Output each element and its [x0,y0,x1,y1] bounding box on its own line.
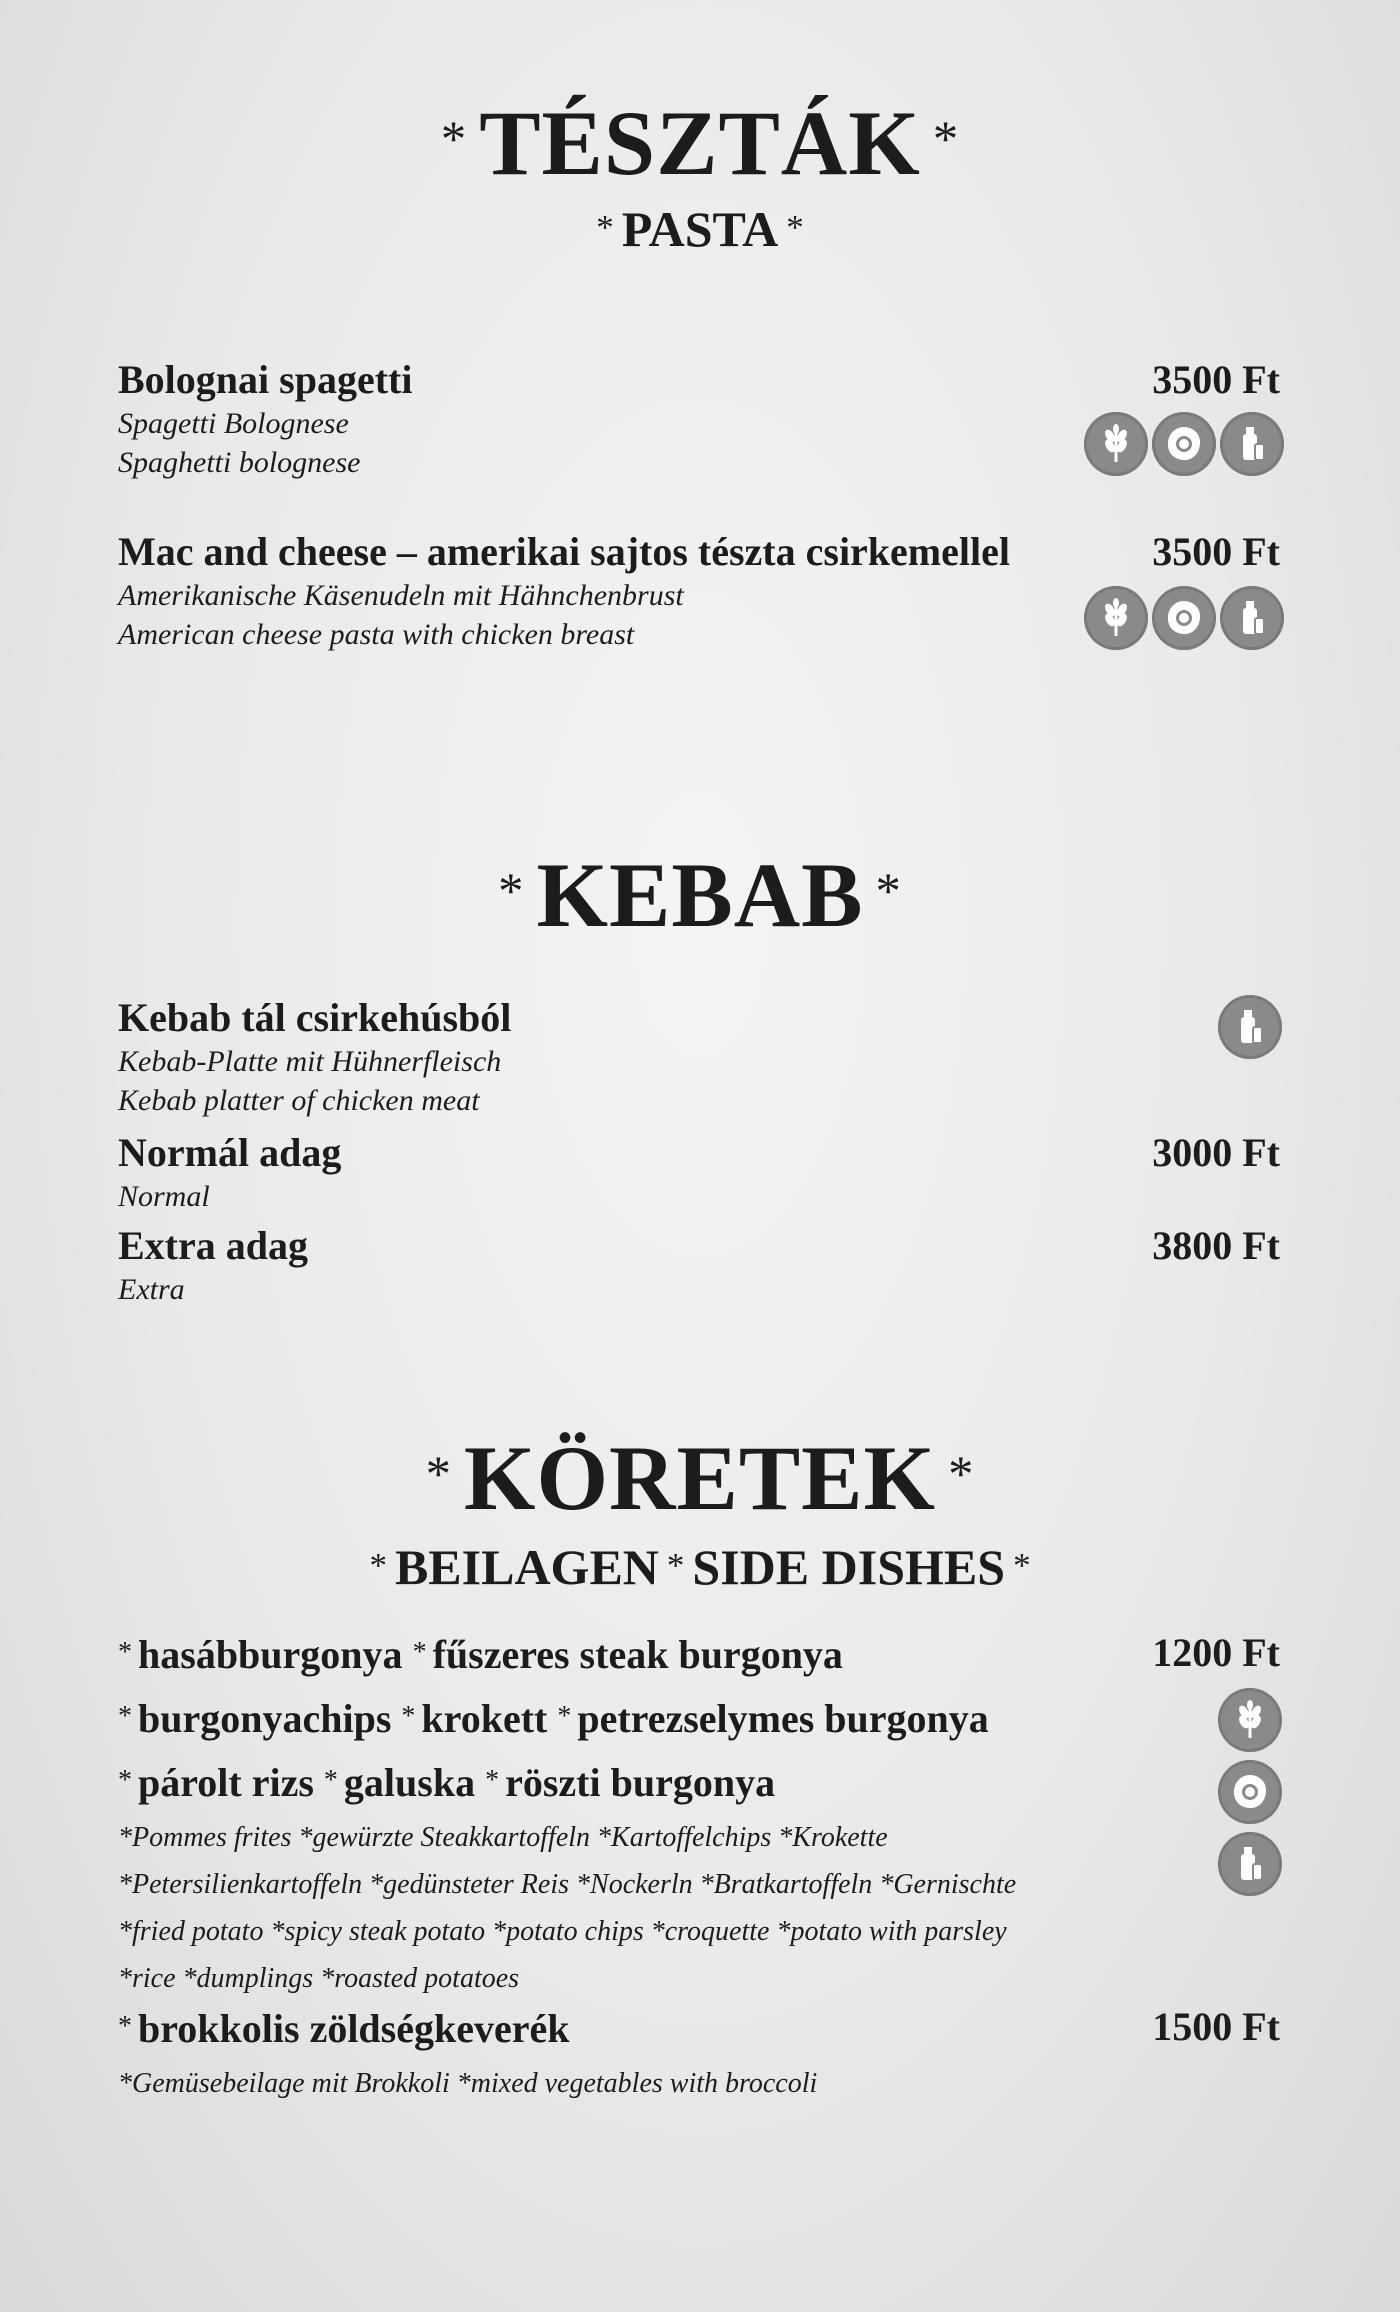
milk-icon [1220,586,1284,650]
side-price: 1500 Ft [1152,2004,1280,2049]
dish-name: Bolognai spagetti [118,357,413,402]
side-desc: *rice *dumplings *roasted potatoes [118,1963,520,1994]
milk-icon [1220,412,1284,476]
side-group [118,1996,1280,2107]
pasta-title: * TÉSZTÁK * [440,92,960,194]
dish-desc-de: Spagetti Bolognese [118,407,349,440]
portion-row [118,1129,1280,1216]
sides-title: * KÖRETEK * [425,1427,975,1529]
side-desc: *Gemüsebeilage mit Brokkoli *mixed vegetables with broccoli [118,2068,818,2099]
milk-icon [1218,1832,1282,1896]
dish-price: 3500 Ft [1152,529,1280,574]
allergen-icons [1084,412,1284,476]
side-price: 1200 Ft [1152,1630,1280,1675]
wheat-icon [1218,1688,1282,1752]
dish-desc-en: Spaghetti bolognese [118,446,361,479]
milk-icon [1218,995,1282,1059]
pasta-subtitle: * PASTA * [596,201,804,257]
egg-icon [1152,586,1216,650]
portion-name: Extra adag [118,1223,308,1268]
menu-item [118,994,1280,1120]
side-line: * hasábburgonya * fűszeres steak burgonya [118,1632,843,1677]
portion-row [118,1222,1280,1309]
side-group [118,1622,1280,2002]
side-line: * burgonyachips * krokett * petrezselymes burgonya [118,1696,989,1741]
kebab-title: * KEBAB * [498,844,902,946]
side-desc: *Petersilienkartoffeln *gedünsteter Reis *Nockerln *Bratkartoffeln *Gernischte [118,1869,1017,1900]
dish-desc-de: Kebab-Platte mit Hühnerfleisch [118,1045,502,1078]
side-line: * brokkolis zöldségkeverék [118,2006,570,2051]
portion-price: 3800 Ft [1152,1223,1280,1268]
egg-icon [1218,1760,1282,1824]
dish-desc-de: Amerikanische Käsenudeln mit Hähnchenbrust [118,579,684,612]
allergen-icons [1218,995,1282,1059]
side-line: * párolt rizs * galuska * röszti burgonya [118,1760,776,1805]
egg-icon [1152,412,1216,476]
portion-desc: Normal [118,1180,210,1213]
dish-desc-en: Kebab platter of chicken meat [118,1084,480,1117]
portion-desc: Extra [118,1273,185,1306]
side-desc: *Pommes frites *gewürzte Steakkartoffeln *Kartoffelchips *Krokette [118,1822,888,1853]
dish-name: Mac and cheese – amerikai sajtos tészta csirkemellel [118,529,1010,574]
dish-desc-en: American cheese pasta with chicken breast [118,618,635,651]
dish-price: 3500 Ft [1152,357,1280,402]
portion-name: Normál adag [118,1130,342,1175]
side-desc: *fried potato *spicy steak potato *potato chips *croquette *potato with parsley [118,1916,1007,1947]
portion-price: 3000 Ft [1152,1130,1280,1175]
allergen-icons [1084,586,1284,650]
dish-name: Kebab tál csirkehúsból [118,995,512,1040]
wheat-icon [1084,412,1148,476]
wheat-icon [1084,586,1148,650]
sides-subtitle: * BEILAGEN * SIDE DISHES * [369,1539,1031,1595]
allergen-icons [1218,1688,1282,1896]
